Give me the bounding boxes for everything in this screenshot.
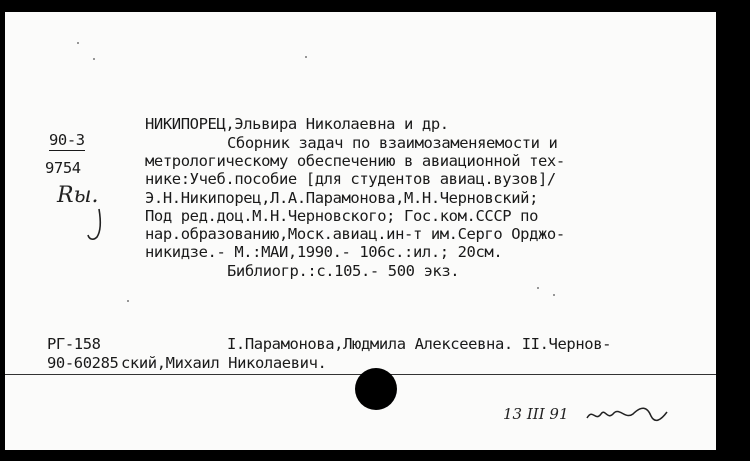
speck [93,58,95,60]
body-line-6: нар.образованию,Моск.авиац.ин-т им.Серго Орджо- [145,225,565,243]
punch-hole [355,368,397,410]
handwritten-signature [585,400,685,430]
body-line-2: метрологическому обеспечению в авиационной тех- [145,152,565,170]
inventory-number: 9754 [45,159,81,177]
call-number: 90-3 [49,131,85,149]
handwritten-stroke [83,207,113,247]
tracing-line-1: I.Парамонова,Людмила Алексеевна. II.Чернов- [227,335,612,353]
body-line-8: Библиогр.:с.105.- 500 экз. [227,262,460,280]
body-line-7: никидзе.- М.:МАИ,1990.- 106с.:ил.; 20см. [145,243,503,261]
code-1: РГ-158 [47,335,101,353]
catalog-card [5,12,716,450]
speck [553,294,555,296]
speck [305,56,307,58]
handwritten-mark: Rы. [57,183,99,208]
body-line-3: нике:Учеб.пособие [для студентов авиац.вузов]/ [145,170,556,188]
speck [127,300,129,302]
tracing-line-2: ский,Михаил Николаевич. [121,354,327,372]
code-2: 90-60285 [47,354,119,372]
body-line-5: Под ред.доц.М.Н.Черновского; Гос.ком.СССР по [145,207,538,225]
body-line-4: Э.Н.Никипорец,Л.А.Парамонова,М.Н.Черновский; [145,189,538,207]
handwritten-date: 13 III 91 [503,405,569,423]
speck [537,287,539,289]
speck [77,42,79,44]
body-line-1: Сборник задач по взаимозаменяемости и [227,134,558,152]
author-heading: НИКИПОРЕЦ,Эльвира Николаевна и др. [145,115,449,133]
